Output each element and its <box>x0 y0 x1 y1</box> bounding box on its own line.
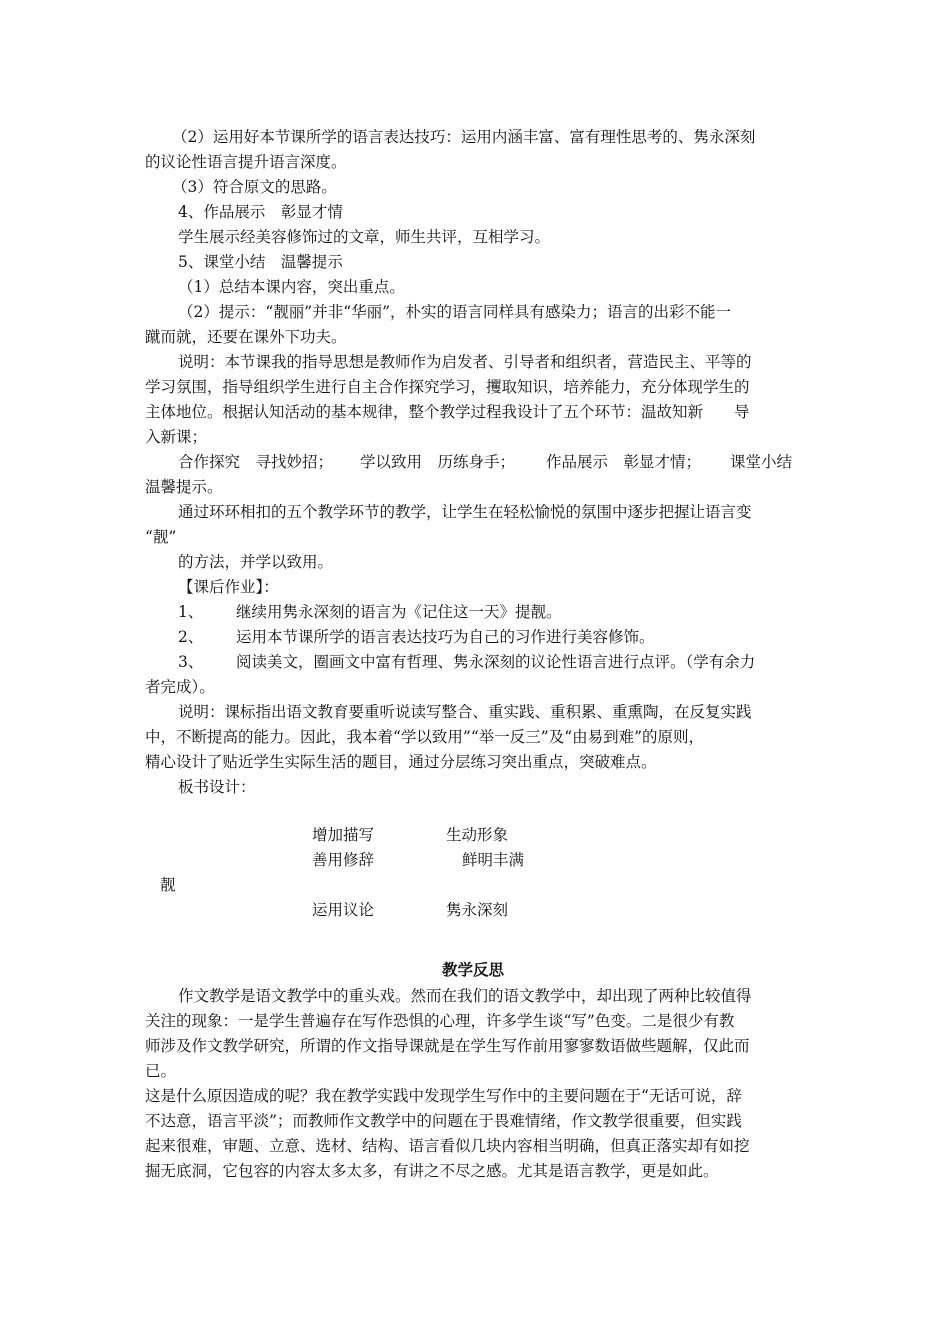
text-line: 温馨提示。 <box>145 478 223 496</box>
homework-number: 2、 <box>178 628 204 646</box>
text-line: （1）总结本课内容，突出重点。 <box>178 278 405 296</box>
homework-text: 阅读美文，圈画文中富有哲理、隽永深刻的议论性语言进行点评。（学有余力 <box>236 653 756 671</box>
homework-text: 运用本节课所学的语言表达技巧为自己的习作进行美容修饰。 <box>236 628 655 646</box>
text-line: 蹴而就，还要在课外下功夫。 <box>145 328 347 346</box>
board-item: 善用修辞 <box>312 851 375 869</box>
homework-number: 1、 <box>178 603 204 621</box>
text-line: （3）符合原文的思路。 <box>172 178 337 196</box>
board-item: 隽永深刻 <box>446 901 509 919</box>
text-line: 中，不断提高的能力。因此，我本着“学以致用”“举一反三”及“由易到难”的原则， <box>145 728 705 746</box>
text-line <box>178 452 793 472</box>
text-line: 学习氛围，指导组织学生进行自主合作探究学习，攫取知识，培养能力，充分体现学生的 <box>145 378 750 396</box>
homework-heading: 【课后作业】： <box>178 578 279 596</box>
text-line: 师涉及作文教学研究，所谓的作文指导课就是在学生写作前用寥寥数语做些题解，仅此而 <box>145 1037 750 1055</box>
board-item: 鲜明丰满 <box>462 851 525 869</box>
homework-text: 继续用隽永深刻的语言为《记住这一天》提靓。 <box>236 603 562 621</box>
step-item: 合作探究 寻找妙招； <box>178 453 334 471</box>
section-title: 教学反思 <box>442 960 505 979</box>
step-item: 课堂小结 <box>730 453 793 471</box>
homework-item <box>178 627 655 647</box>
board-item: 生动形象 <box>446 826 509 844</box>
step-item: 作品展示 彰显才情； <box>546 453 702 471</box>
text-line: 掘无底洞，它包容的内容太多太多，有讲之不尽之感。尤其是语言教学，更是如此。 <box>145 1162 719 1180</box>
text-line: 说明：课标指出语文教育要重听说读写整合、重实践、重积累、重熏陶，在反复实践 <box>178 703 752 721</box>
text-line: 通过环环相扣的五个教学环节的教学，让学生在轻松愉悦的氛围中逐步把握让语言变 <box>178 503 752 521</box>
text-line: 不达意，语言平淡”；而教师作文教学中的问题在于畏难情绪，作文教学很重要，但实践 <box>145 1112 742 1130</box>
board-center: 靓 <box>160 876 176 894</box>
homework-item <box>178 652 756 672</box>
text-line: 起来很难，审题、立意、选材、结构、语言看似几块内容相当明确，但真正落实却有如挖 <box>145 1137 750 1155</box>
section-heading: 4、作品展示 彰显才情 <box>178 203 343 221</box>
text-line: 主体地位。根据认知活动的基本规律，整个教学过程我设计了五个环节：温故知新 导 <box>145 403 750 421</box>
text-line: 这是什么原因造成的呢？我在教学实践中发现学生写作中的主要问题在于“无话可说，辞 <box>145 1087 742 1105</box>
board-item: 运用议论 <box>312 901 375 919</box>
text-line: （2）运用好本节课所学的语言表达技巧：运用内涵丰富、富有理性思考的、隽永深刻 <box>172 128 756 146</box>
text-line: “靓” <box>145 528 177 546</box>
text-line: 说明：本节课我的指导思想是教师作为启发者、引导者和组织者，营造民主、平等的 <box>178 353 752 371</box>
text-line: 关注的现象：一是学生普遍存在写作恐惧的心理，许多学生谈“写”色变。二是很少有教 <box>145 1012 735 1030</box>
text-line: 板书设计： <box>178 778 256 796</box>
text-line: 的方法，并学以致用。 <box>178 553 334 571</box>
text-line: （2）提示：“靓丽”并非“华丽”，朴实的语言同样具有感染力；语言的出彩不能一 <box>178 303 732 321</box>
text-line: 已。 <box>145 1062 177 1080</box>
board-item: 增加描写 <box>312 826 375 844</box>
text-line: 精心设计了贴近学生实际生活的题目，通过分层练习突出重点，突破难点。 <box>145 753 657 771</box>
text-line: 入新课； <box>145 428 208 446</box>
text-line: 学生展示经美容修饰过的文章，师生共评，互相学习。 <box>178 228 551 246</box>
text-line: 的议论性语言提升语言深度。 <box>145 153 347 171</box>
step-item: 学以致用 历练身手； <box>360 453 516 471</box>
section-heading: 5、课堂小结 温馨提示 <box>178 253 343 271</box>
text-line: 作文教学是语文教学中的重头戏。然而在我们的语文教学中，却出现了两种比较值得 <box>178 987 752 1005</box>
homework-item <box>178 602 562 622</box>
homework-number: 3、 <box>178 653 204 671</box>
text-line: 者完成）。 <box>145 678 215 696</box>
